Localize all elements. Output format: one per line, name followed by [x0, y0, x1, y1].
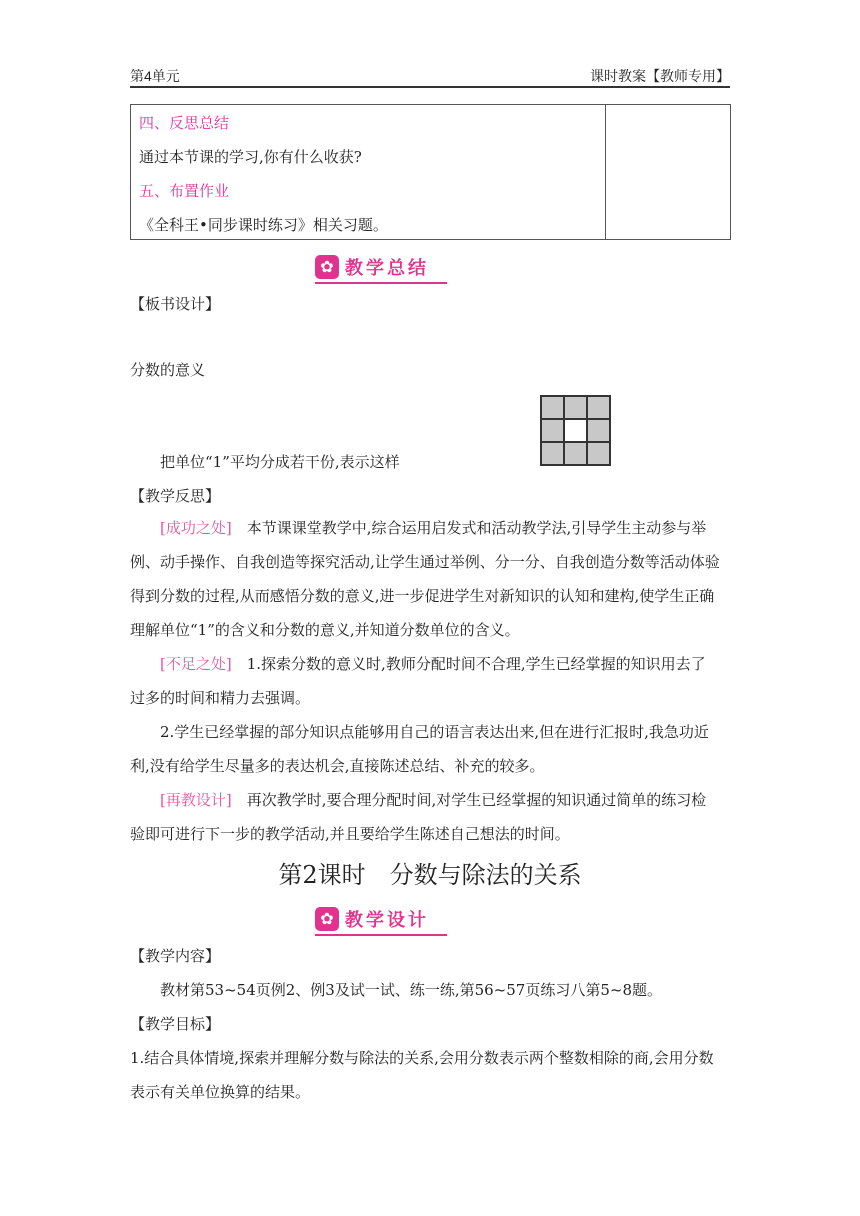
grid-cell [541, 419, 564, 442]
redesign-first-line [160, 790, 706, 810]
table-side-cell [606, 105, 731, 240]
fraction-grid [540, 395, 611, 466]
summary-banner-label: 教学总结 [345, 258, 429, 279]
summary-banner [315, 254, 429, 280]
shortage-line4: 利,没有给学生尽量多的表达机会,直接陈述总结、补充的较多。 [130, 757, 545, 775]
shortage-tag: [不足之处] [160, 655, 232, 673]
goal-line2: 表示有关单位换算的结果。 [130, 1083, 311, 1101]
success-first-line [160, 518, 706, 538]
success-line4: 理解单位“1”的含义和分数的意义,并知道分数单位的含义。 [130, 621, 520, 639]
shortage-line1: 1.探索分数的意义时,教师分配时间不合理,学生已经掌握的知识用去了 [246, 655, 706, 673]
section-homework-heading: 五、布置作业 [139, 182, 230, 200]
lesson-table [130, 104, 731, 240]
redesign-line2: 验即可进行下一步的教学活动,并且要给学生陈述自己想法的时间。 [130, 825, 570, 843]
grid-cell [564, 396, 587, 419]
grid-cell [564, 442, 587, 465]
grid-cell [587, 442, 610, 465]
success-line1: 本节课课堂教学中,综合运用启发式和活动教学法,引导学生主动参与举 [246, 519, 707, 537]
goal-line1: 1.结合具体情境,探索并理解分数与除法的关系,会用分数表示两个整数相除的商,会用分数 [130, 1049, 714, 1067]
header-rule [130, 86, 730, 88]
design-banner [315, 906, 429, 932]
content-text: 教材第53~54页例2、例3及试一试、练一练,第56~57页练习八第5~8题。 [160, 981, 662, 999]
banner-underline [315, 282, 447, 284]
success-line2: 例、动手操作、自我创造等探究活动,让学生通过举例、分一分、自我创造分数等活动体验 [130, 553, 720, 571]
redesign-line1: 再次教学时,要合理分配时间,对学生已经掌握的知识通过简单的练习检 [246, 791, 707, 809]
flower-icon: ✿ [315, 255, 339, 279]
success-line3: 得到分数的过程,从而感悟分数的意义,进一步促进学生对新知识的认知和建构,使学生正确 [130, 587, 715, 605]
grid-cell [541, 442, 564, 465]
flower-icon: ✿ [315, 907, 339, 931]
unit-label: 第4单元 [130, 68, 180, 84]
shortage-line2: 过多的时间和精力去强调。 [130, 689, 311, 707]
goal-label: 【教学目标】 [130, 1015, 221, 1033]
shortage-first-line [160, 654, 706, 674]
reflection-label: 【教学反思】 [130, 487, 221, 505]
design-banner-label: 教学设计 [345, 910, 429, 931]
banner-underline [315, 934, 447, 936]
shortage-line3: 2.学生已经掌握的部分知识点能够用自己的语言表达出来,但在进行汇报时,我急功近 [160, 723, 709, 741]
section-reflect-heading: 四、反思总结 [139, 114, 230, 132]
reflect-question: 通过本节课的学习,你有什么收获? [139, 148, 362, 166]
lesson-title: 第2课时 分数与除法的关系 [278, 861, 582, 889]
grid-cell [541, 396, 564, 419]
doc-type-label: 课时教案【教师专用】 [590, 68, 730, 84]
board-text: 把单位“1”平均分成若干份,表示这样 [160, 453, 400, 471]
grid-cell [587, 419, 610, 442]
board-design-label: 【板书设计】 [130, 295, 221, 313]
grid-cell [587, 396, 610, 419]
homework-text: 《全科王•同步课时练习》相关习题。 [139, 216, 388, 234]
success-tag: [成功之处] [160, 519, 232, 537]
grid-cell [564, 419, 587, 442]
table-main-cell [131, 105, 606, 240]
redesign-tag: [再教设计] [160, 791, 232, 809]
board-title: 分数的意义 [130, 361, 206, 379]
content-label: 【教学内容】 [130, 947, 221, 965]
